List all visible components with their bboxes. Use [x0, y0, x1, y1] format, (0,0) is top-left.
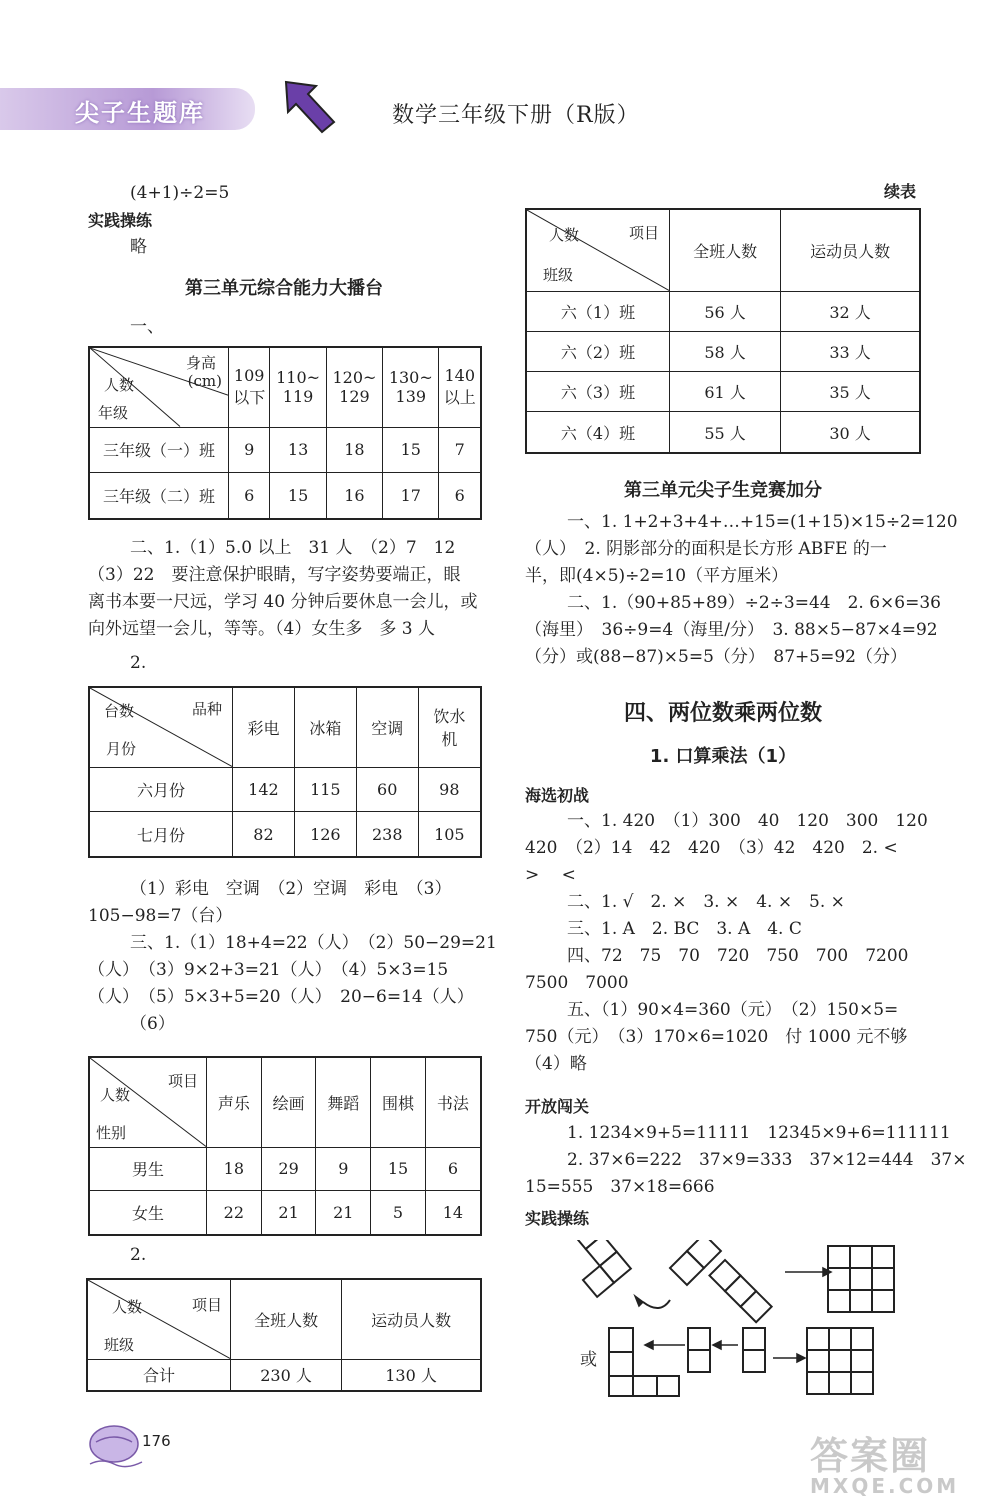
section-heading: 第三单元综合能力大播台 — [185, 278, 383, 299]
table-row: 男生 18 29 9 15 6 — [89, 1147, 481, 1191]
paragraph: 一、1. 420 （1）300 40 120 300 120 420 （2）14 42 420 （3）42 420 2. < > < 二、1. √ 2. × 3. × 4. × 5. × 三、1. A 2. BC 3. A 4. C 四、72 75 70 720 750 700 7200 7500 7000 五、（1）90×4=360（元） （2）150×5= 750（元） （3）170×6=1020 付 1000 元不够 （4）略 — [525, 811, 928, 1074]
paragraph: 1. 1234×9+5=11111 12345×9+6=111111 2. 37×6=222 37×9=333 37×12=444 37× 15=555 37×18=666 — [525, 1123, 967, 1197]
banner-text: 尖子生题库 — [75, 99, 205, 127]
diagonal-header: 身高 (cm) 人数 年级 — [89, 347, 229, 427]
header-banner — [0, 88, 255, 130]
section-title: 海选初战 — [525, 786, 590, 805]
section-heading: 第三单元尖子生竞赛加分 — [624, 480, 822, 501]
section-title: 开放闯关 — [525, 1097, 590, 1116]
diagonal-header: 项目 人数 性别 — [89, 1057, 207, 1147]
watermark: 答案圈 MXQE.COM — [810, 1434, 960, 1498]
total-table: 项目 人数 班级 全班人数 运动员人数 合计 230 人 130 人 — [86, 1278, 482, 1392]
continued-label: 续表 — [884, 182, 917, 201]
table-row: 合计 230 人 130 人 — [87, 1359, 481, 1391]
mascot-icon — [86, 1418, 146, 1468]
paragraph: （1）彩电 空调 （2）空调 彩电 （3） 105−98=7（台） 三、1.（1）18+4=22（人） （2）50−29=21 （人） （3）9×2+3=21（人） （4）5×3=15 （人） （5）5×3+5=20（人） 20−6=14（人） （6） — [88, 879, 497, 1034]
class-table: 项目 人数 班级 全班人数 运动员人数 六（1）班 56 人 32 人 六（2）班 58 人 33 人 六（3）班 61 人 35 人 六（4）班 55 人 30 人 — [525, 208, 921, 454]
or-label: 或 — [580, 1350, 597, 1370]
table-row: 三年级（二）班 6 15 16 17 6 — [89, 473, 481, 519]
table-row: 六（3）班 61 人 35 人 — [526, 372, 920, 412]
table-row: 三年级（一）班 9 13 18 15 7 — [89, 427, 481, 473]
paragraph: 二、1.（1）5.0 以上 31 人 （2）7 12 （3）22 要注意保护眼睛，写字姿势要端正，眼 离书本要一尺远，学习 40 分钟后要休息一会儿，或 向外远望一会儿，等等。（4）女生多 多 3 人 — [88, 538, 478, 639]
arrow-icon — [282, 78, 342, 136]
text-line: 2. — [130, 1245, 147, 1265]
table-row: 六（4）班 55 人 30 人 — [526, 412, 920, 453]
table-row: 六月份 142 115 60 98 — [89, 767, 481, 812]
section-title: 实践操练 — [88, 211, 153, 230]
appliance-table: 品种 台数 月份 彩电 冰箱 空调 饮水 机 六月份 142 115 60 98 七月份 82 126 238 105 — [88, 686, 482, 858]
text-line: 一、 — [130, 317, 164, 337]
diagonal-header: 品种 台数 月份 — [89, 687, 233, 767]
table-row: 七月份 82 126 238 105 — [89, 812, 481, 857]
text-line: 2. — [130, 653, 147, 673]
text-line: 略 — [130, 237, 147, 257]
table-row: 女生 22 21 21 5 14 — [89, 1191, 481, 1235]
diagonal-header: 项目 人数 班级 — [526, 209, 670, 291]
book-title: 数学三年级下册（R版） — [392, 103, 640, 128]
table-row: 六（2）班 58 人 33 人 — [526, 331, 920, 371]
section-title: 实践操练 — [525, 1209, 590, 1228]
lesson-heading: 1. 口算乘法（1） — [649, 746, 797, 767]
chapter-heading: 四、两位数乘两位数 — [623, 701, 822, 726]
page-number: 176 — [142, 1432, 171, 1450]
paragraph: 一、1. 1+2+3+4+…+15=(1+15)×15÷2=120 （人） 2. 阴影部分的面积是长方形 ABFE 的一 半，即(4×5)÷2=10（平方厘米） 二、1.（90+85+89）÷2÷3=44 2. 6×6=36 （海里） 36÷9=4（海里/分） 3. 88×5−87×4=92 （分）或(88−87)×5=5（分） 87+5=92（分） — [525, 512, 958, 667]
text-line: (4+1)÷2=5 — [130, 183, 230, 203]
table-row: 六（1）班 56 人 32 人 — [526, 291, 920, 331]
cube-fold-diagram — [575, 1240, 905, 1400]
diagonal-header: 项目 人数 班级 — [87, 1279, 231, 1359]
activity-table: 项目 人数 性别 声乐 绘画 舞蹈 围棋 书法 男生 18 29 9 15 6 女生 22 21 21 5 14 — [88, 1056, 482, 1236]
height-table: 身高 (cm) 人数 年级 109 以下 110~ 119 120~ 129 130~ 139 140 以上 三年级（一）班 9 13 18 15 7 三年级（二）班 6 15 16 17 6 — [88, 346, 482, 520]
